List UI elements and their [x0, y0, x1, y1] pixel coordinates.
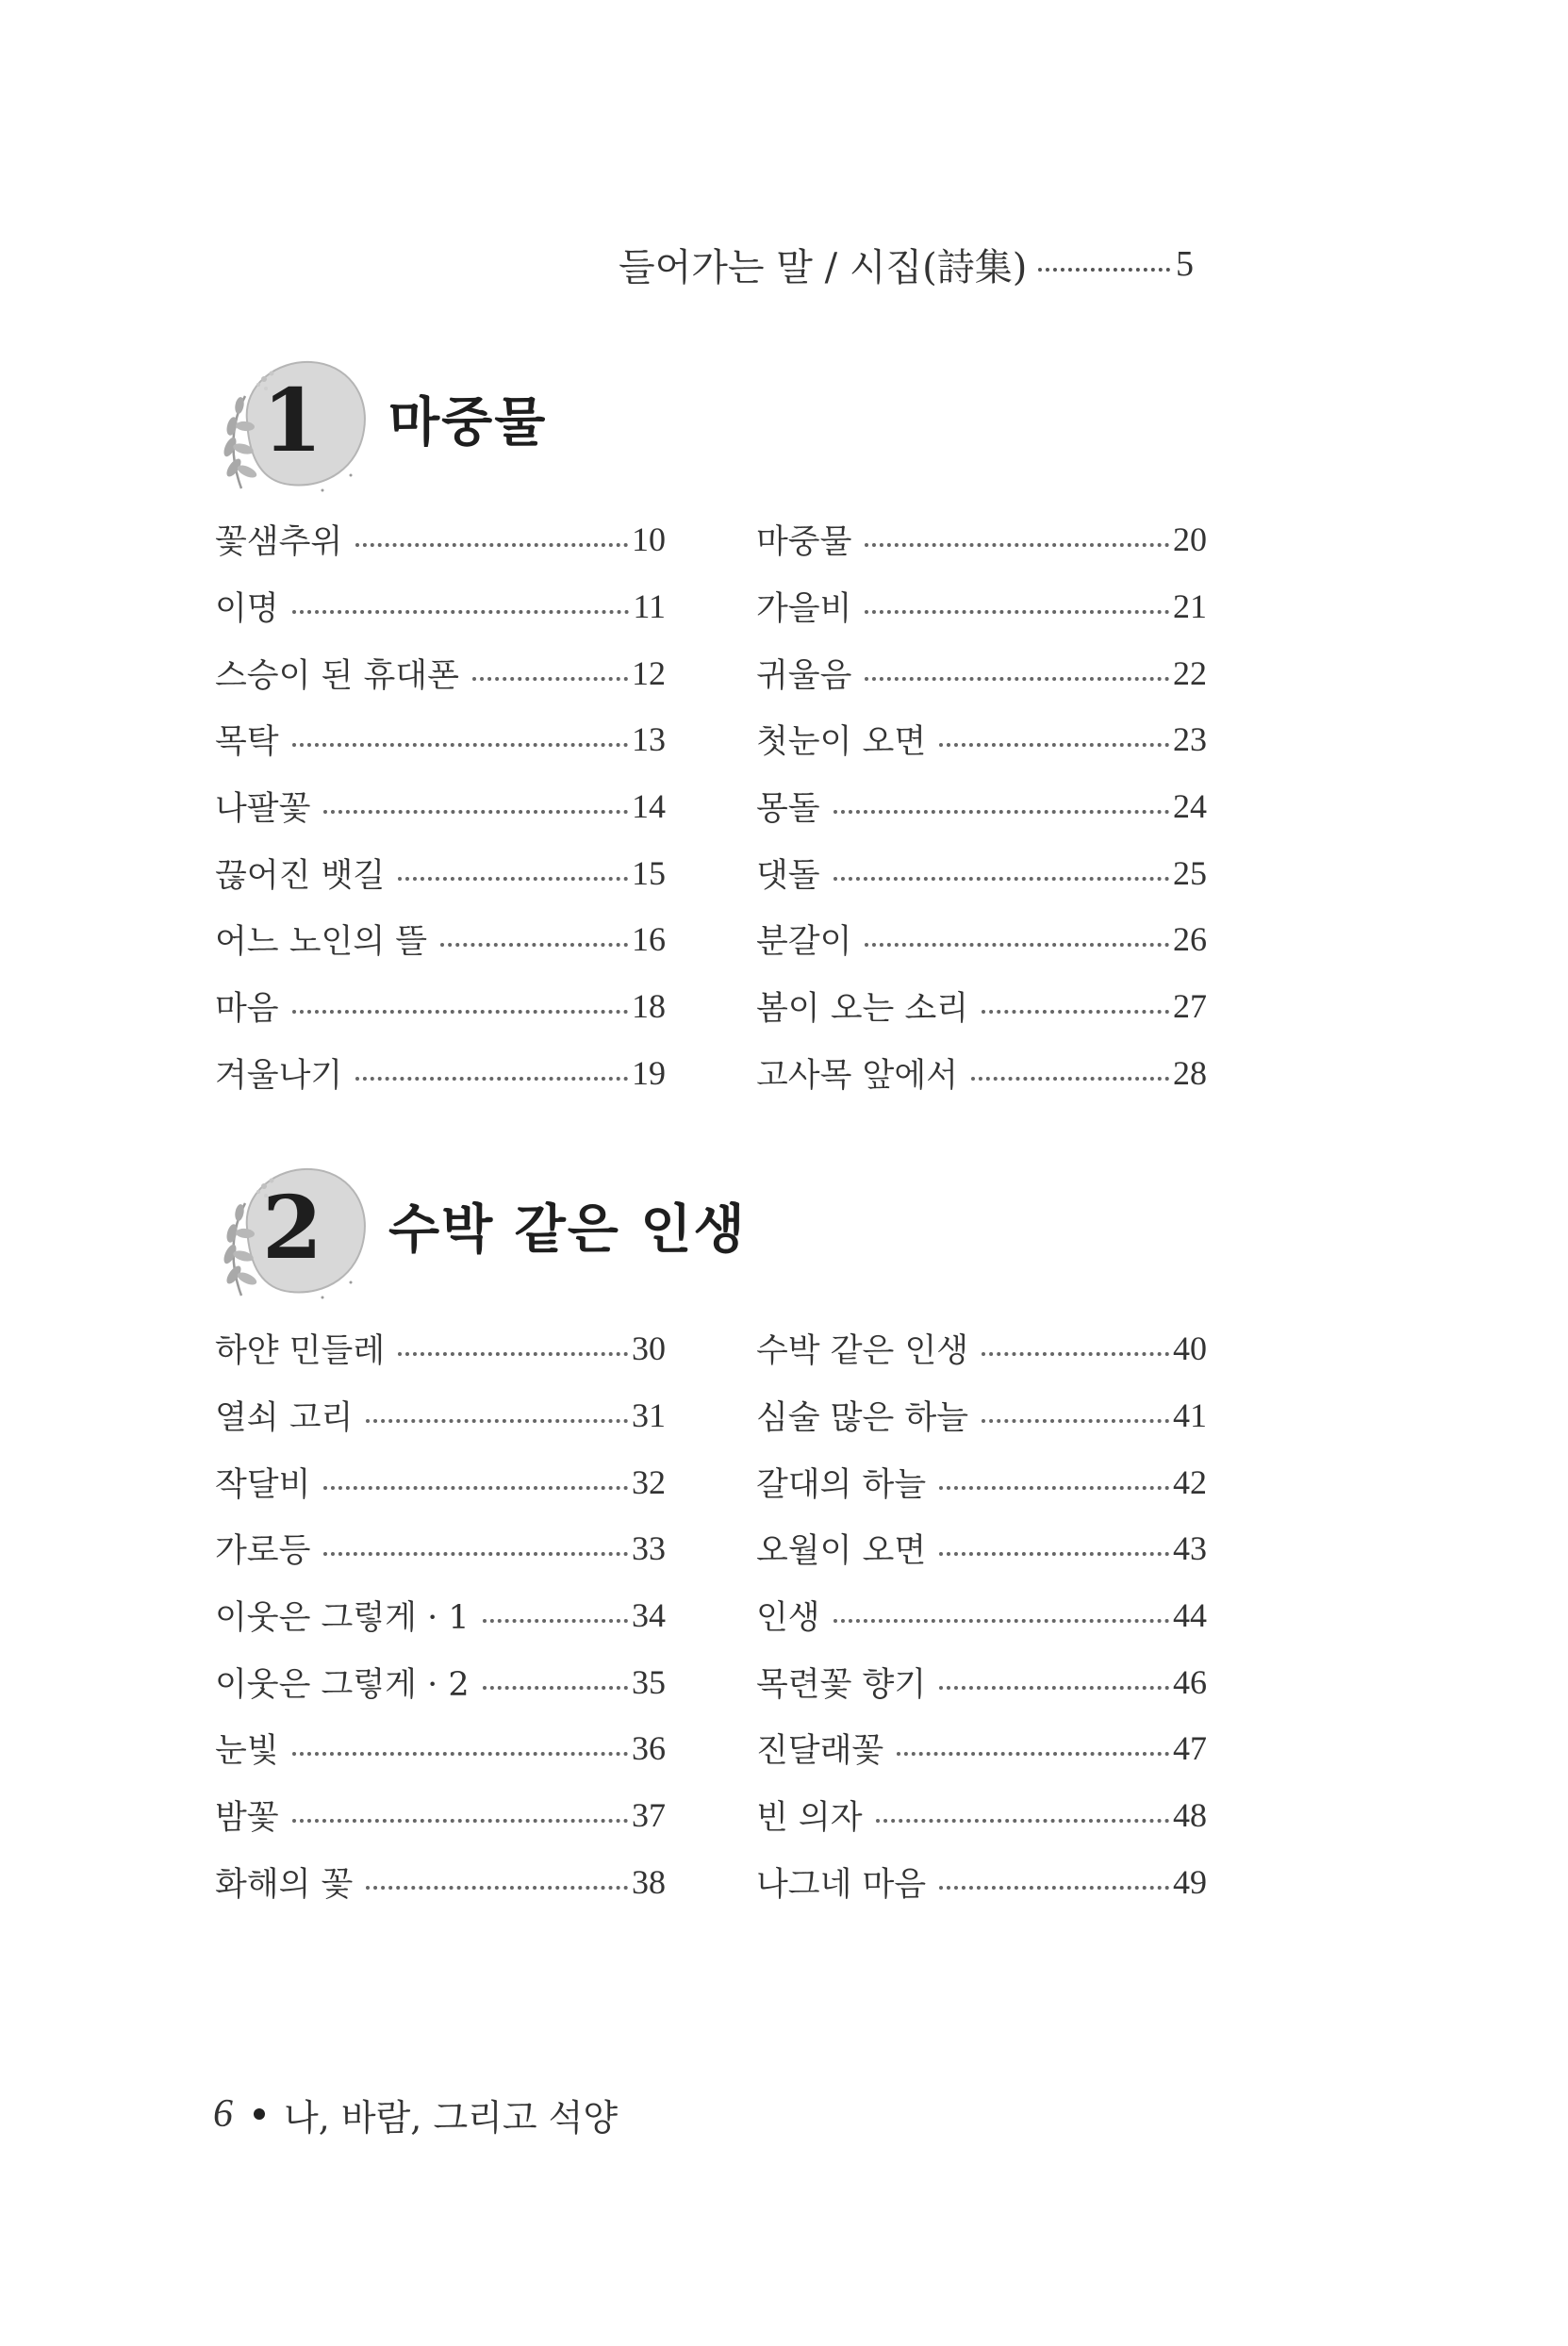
dot-leader: [355, 1077, 628, 1081]
dot-leader: [834, 810, 1169, 814]
toc-entry[interactable]: 수박 같은 인생 40: [756, 1330, 1207, 1371]
section-number: 1: [261, 370, 322, 471]
toc-entry[interactable]: 첫눈이 오면 23: [756, 720, 1207, 762]
dot-leader: [355, 543, 628, 547]
dot-leader: [323, 1552, 628, 1556]
dot-leader: [939, 1552, 1169, 1556]
dot-leader: [865, 677, 1169, 681]
toc-entry[interactable]: 분갈이 26: [756, 920, 1207, 962]
section-number-badge: [209, 347, 370, 498]
toc-entry[interactable]: 고사목 앞에서 28: [756, 1053, 1207, 1095]
toc-entry[interactable]: 열쇠 고리 31: [215, 1396, 666, 1438]
toc-entry[interactable]: 끊어진 뱃길 15: [215, 853, 666, 895]
toc-entry[interactable]: 이웃은 그렇게 · 2 35: [215, 1662, 666, 1704]
dot-leader: [398, 1352, 628, 1356]
intro-title: 들어가는 말 / 시집(詩集): [619, 245, 1028, 289]
toc-entry[interactable]: 목탁 13: [215, 720, 666, 762]
page-footer: [213, 2084, 618, 2144]
section-number-badge: [209, 1154, 370, 1305]
toc-entry[interactable]: 스승이 된 휴대폰 12: [215, 653, 666, 695]
toc-entry[interactable]: 가을비 21: [756, 587, 1207, 629]
toc-entry[interactable]: 겨울나기 19: [215, 1053, 666, 1095]
toc-entry[interactable]: 인생 44: [756, 1596, 1207, 1638]
section-1-header: [209, 347, 1058, 498]
dot-leader: [472, 677, 628, 681]
bullet-dot-icon: [254, 2108, 265, 2120]
toc-column-right: [756, 1315, 1207, 1915]
toc-entry[interactable]: 심술 많은 하늘 41: [756, 1396, 1207, 1438]
dot-leader: [323, 1486, 628, 1490]
toc-entry[interactable]: 나그네 마음 49: [756, 1862, 1207, 1904]
toc-entry[interactable]: 나팔꽃 14: [215, 787, 666, 829]
intro-page-number: 5: [1176, 244, 1194, 284]
intro-entry[interactable]: [619, 236, 1194, 292]
dot-leader: [897, 1752, 1169, 1756]
dot-leader: [939, 1686, 1169, 1690]
section-title: 마중물: [388, 391, 548, 454]
toc-entry[interactable]: 귀울음 22: [756, 653, 1207, 695]
toc-entry[interactable]: 진달래꽃 47: [756, 1729, 1207, 1771]
dot-leader: [865, 543, 1169, 547]
toc-entry[interactable]: 어느 노인의 뜰 16: [215, 920, 666, 962]
toc-column-left: [215, 1315, 666, 1915]
dot-leader: [939, 1886, 1169, 1890]
toc-column-left: [215, 506, 666, 1106]
footer-page-number: 6: [213, 2092, 233, 2136]
toc-entry[interactable]: 이명 11: [215, 587, 666, 629]
section-number: 2: [261, 1177, 322, 1279]
dot-leader: [366, 1419, 628, 1423]
dot-leader: [982, 1419, 1169, 1423]
dot-leader: [876, 1819, 1169, 1823]
toc-entry[interactable]: 몽돌 24: [756, 787, 1207, 829]
dot-leader: [292, 1819, 628, 1823]
toc-entry[interactable]: 갈대의 하늘 42: [756, 1462, 1207, 1504]
dot-leader: [971, 1077, 1169, 1081]
dot-leader: [834, 877, 1169, 881]
toc-entry[interactable]: 봄이 오는 소리 27: [756, 987, 1207, 1029]
dot-leader: [1038, 268, 1170, 272]
toc-entry[interactable]: 가로등 33: [215, 1529, 666, 1571]
footer-book-title: 나, 바람, 그리고 석양: [284, 2096, 619, 2139]
section-2-header: [209, 1154, 1058, 1305]
dot-leader: [483, 1619, 628, 1623]
dot-leader: [292, 1010, 628, 1014]
dot-leader: [292, 743, 628, 747]
dot-leader: [834, 1619, 1169, 1623]
toc-entry[interactable]: 오월이 오면 43: [756, 1529, 1207, 1571]
toc-entry[interactable]: 빈 의자 48: [756, 1796, 1207, 1838]
dot-leader: [398, 877, 628, 881]
toc-entry[interactable]: 작달비 32: [215, 1462, 666, 1504]
toc-entry[interactable]: 마음 18: [215, 987, 666, 1029]
toc-entry[interactable]: 꽃샘추위 10: [215, 520, 666, 562]
dot-leader: [483, 1686, 628, 1690]
dot-leader: [865, 943, 1169, 947]
toc-entry[interactable]: 마중물 20: [756, 520, 1207, 562]
dot-leader: [292, 610, 630, 614]
dot-leader: [865, 610, 1169, 614]
dot-leader: [939, 1486, 1169, 1490]
toc-entry[interactable]: 밤꽃 37: [215, 1796, 666, 1838]
dot-leader: [366, 1886, 628, 1890]
dot-leader: [323, 810, 628, 814]
dot-leader: [440, 943, 628, 947]
dot-leader: [292, 1752, 628, 1756]
toc-entry[interactable]: 이웃은 그렇게 · 1 34: [215, 1596, 666, 1638]
toc-entry[interactable]: 하얀 민들레 30: [215, 1330, 666, 1371]
toc-column-right: [756, 506, 1207, 1106]
toc-entry[interactable]: 화해의 꽃 38: [215, 1862, 666, 1904]
section-title: 수박 같은 인생: [388, 1198, 747, 1261]
toc-entry[interactable]: 눈빛 36: [215, 1729, 666, 1771]
dot-leader: [939, 743, 1169, 747]
toc-entry[interactable]: 목련꽃 향기 46: [756, 1662, 1207, 1704]
dot-leader: [982, 1010, 1169, 1014]
toc-entry[interactable]: 댓돌 25: [756, 853, 1207, 895]
dot-leader: [982, 1352, 1169, 1356]
